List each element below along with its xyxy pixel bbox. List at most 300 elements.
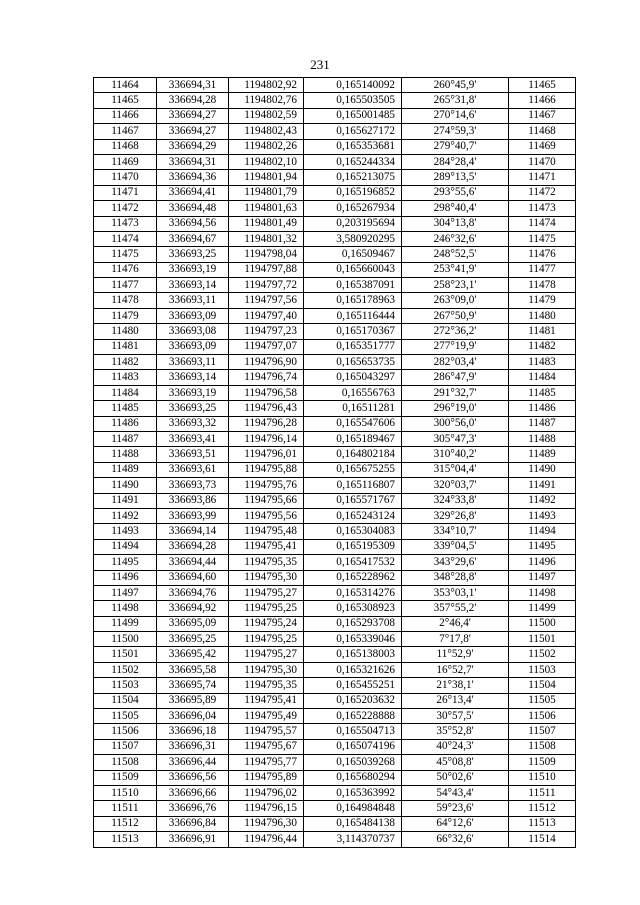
x-coordinate-cell: 336694,44 xyxy=(157,555,229,570)
y-coordinate-cell: 1194801,94 xyxy=(229,170,304,185)
x-coordinate-cell: 336694,31 xyxy=(157,78,229,93)
y-coordinate-cell: 1194796,30 xyxy=(229,816,304,831)
distance-cell: 0,165675255 xyxy=(304,462,402,477)
table-row xyxy=(94,385,576,400)
y-coordinate-cell: 1194795,25 xyxy=(229,632,304,647)
next-point-id-cell: 11497 xyxy=(509,570,576,585)
table-row xyxy=(94,170,576,185)
point-id-cell: 11471 xyxy=(94,185,157,200)
y-coordinate-cell: 1194797,56 xyxy=(229,293,304,308)
distance-cell: 0,165116807 xyxy=(304,478,402,493)
table-row xyxy=(94,93,576,108)
bearing-cell: 2°46,4' xyxy=(402,616,509,631)
bearing-cell: 265°31,8' xyxy=(402,93,509,108)
x-coordinate-cell: 336694,56 xyxy=(157,216,229,231)
distance-cell: 0,165417532 xyxy=(304,555,402,570)
y-coordinate-cell: 1194802,59 xyxy=(229,108,304,123)
bearing-cell: 253°41,9' xyxy=(402,262,509,277)
point-id-cell: 11506 xyxy=(94,724,157,739)
next-point-id-cell: 11468 xyxy=(509,124,576,139)
point-id-cell: 11511 xyxy=(94,801,157,816)
y-coordinate-cell: 1194795,30 xyxy=(229,570,304,585)
x-coordinate-cell: 336695,09 xyxy=(157,616,229,631)
point-id-cell: 11512 xyxy=(94,816,157,831)
distance-cell: 0,203195694 xyxy=(304,216,402,231)
x-coordinate-cell: 336693,32 xyxy=(157,416,229,431)
point-id-cell: 11483 xyxy=(94,370,157,385)
bearing-cell: 315°04,4' xyxy=(402,462,509,477)
table-row xyxy=(94,431,576,446)
y-coordinate-cell: 1194801,49 xyxy=(229,216,304,231)
distance-cell: 0,165304083 xyxy=(304,524,402,539)
x-coordinate-cell: 336695,74 xyxy=(157,678,229,693)
distance-cell: 0,165504713 xyxy=(304,724,402,739)
bearing-cell: 45°08,8' xyxy=(402,755,509,770)
bearing-cell: 50°02,6' xyxy=(402,770,509,785)
table-row xyxy=(94,570,576,585)
table-row xyxy=(94,278,576,293)
next-point-id-cell: 11471 xyxy=(509,170,576,185)
bearing-cell: 298°40,4' xyxy=(402,201,509,216)
distance-cell: 0,165267934 xyxy=(304,201,402,216)
next-point-id-cell: 11465 xyxy=(509,78,576,93)
next-point-id-cell: 11481 xyxy=(509,324,576,339)
point-id-cell: 11493 xyxy=(94,524,157,539)
table-row xyxy=(94,709,576,724)
point-id-cell: 11502 xyxy=(94,662,157,677)
point-id-cell: 11496 xyxy=(94,570,157,585)
table-body xyxy=(94,78,576,848)
x-coordinate-cell: 336695,25 xyxy=(157,632,229,647)
bearing-cell: 279°40,7' xyxy=(402,139,509,154)
next-point-id-cell: 11477 xyxy=(509,262,576,277)
distance-cell: 0,165213075 xyxy=(304,170,402,185)
point-id-cell: 11469 xyxy=(94,154,157,169)
distance-cell: 0,165178963 xyxy=(304,293,402,308)
point-id-cell: 11476 xyxy=(94,262,157,277)
point-id-cell: 11487 xyxy=(94,431,157,446)
point-id-cell: 11484 xyxy=(94,385,157,400)
y-coordinate-cell: 1194797,88 xyxy=(229,262,304,277)
bearing-cell: 343°29,6' xyxy=(402,555,509,570)
y-coordinate-cell: 1194802,43 xyxy=(229,124,304,139)
y-coordinate-cell: 1194796,15 xyxy=(229,801,304,816)
y-coordinate-cell: 1194796,43 xyxy=(229,401,304,416)
point-id-cell: 11472 xyxy=(94,201,157,216)
y-coordinate-cell: 1194795,27 xyxy=(229,585,304,600)
table-row xyxy=(94,832,576,847)
bearing-cell: 274°59,3' xyxy=(402,124,509,139)
table-row xyxy=(94,785,576,800)
y-coordinate-cell: 1194796,90 xyxy=(229,355,304,370)
next-point-id-cell: 11499 xyxy=(509,601,576,616)
point-id-cell: 11505 xyxy=(94,709,157,724)
table-row xyxy=(94,739,576,754)
table-row xyxy=(94,601,576,616)
point-id-cell: 11495 xyxy=(94,555,157,570)
table-row xyxy=(94,493,576,508)
point-id-cell: 11480 xyxy=(94,324,157,339)
next-point-id-cell: 11502 xyxy=(509,647,576,662)
table-row xyxy=(94,508,576,523)
next-point-id-cell: 11478 xyxy=(509,278,576,293)
distance-cell: 0,165243124 xyxy=(304,508,402,523)
distance-cell: 3,114370737 xyxy=(304,832,402,847)
x-coordinate-cell: 336694,27 xyxy=(157,124,229,139)
next-point-id-cell: 11505 xyxy=(509,693,576,708)
y-coordinate-cell: 1194795,41 xyxy=(229,539,304,554)
y-coordinate-cell: 1194797,07 xyxy=(229,339,304,354)
x-coordinate-cell: 336693,08 xyxy=(157,324,229,339)
x-coordinate-cell: 336693,51 xyxy=(157,447,229,462)
point-id-cell: 11497 xyxy=(94,585,157,600)
next-point-id-cell: 11482 xyxy=(509,339,576,354)
bearing-cell: 11°52,9' xyxy=(402,647,509,662)
point-id-cell: 11508 xyxy=(94,755,157,770)
next-point-id-cell: 11508 xyxy=(509,739,576,754)
distance-cell: 0,165571767 xyxy=(304,493,402,508)
bearing-cell: 26°13,4' xyxy=(402,693,509,708)
table-row xyxy=(94,201,576,216)
x-coordinate-cell: 336696,56 xyxy=(157,770,229,785)
page-number: 231 xyxy=(310,57,330,72)
bearing-cell: 267°50,9' xyxy=(402,308,509,323)
table-row xyxy=(94,262,576,277)
y-coordinate-cell: 1194802,92 xyxy=(229,78,304,93)
table-row xyxy=(94,247,576,262)
y-coordinate-cell: 1194802,26 xyxy=(229,139,304,154)
next-point-id-cell: 11507 xyxy=(509,724,576,739)
bearing-cell: 248°52,5' xyxy=(402,247,509,262)
y-coordinate-cell: 1194795,56 xyxy=(229,508,304,523)
y-coordinate-cell: 1194796,01 xyxy=(229,447,304,462)
next-point-id-cell: 11513 xyxy=(509,816,576,831)
y-coordinate-cell: 1194795,25 xyxy=(229,601,304,616)
y-coordinate-cell: 1194802,76 xyxy=(229,93,304,108)
next-point-id-cell: 11473 xyxy=(509,201,576,216)
bearing-cell: 357°55,2' xyxy=(402,601,509,616)
x-coordinate-cell: 336693,09 xyxy=(157,339,229,354)
bearing-cell: 300°56,0' xyxy=(402,416,509,431)
x-coordinate-cell: 336693,99 xyxy=(157,508,229,523)
bearing-cell: 329°26,8' xyxy=(402,508,509,523)
x-coordinate-cell: 336696,31 xyxy=(157,739,229,754)
table-row xyxy=(94,478,576,493)
table-row xyxy=(94,585,576,600)
table-row xyxy=(94,108,576,123)
point-id-cell: 11478 xyxy=(94,293,157,308)
point-id-cell: 11490 xyxy=(94,478,157,493)
next-point-id-cell: 11500 xyxy=(509,616,576,631)
point-id-cell: 11510 xyxy=(94,785,157,800)
table-row xyxy=(94,139,576,154)
y-coordinate-cell: 1194797,23 xyxy=(229,324,304,339)
y-coordinate-cell: 1194802,10 xyxy=(229,154,304,169)
point-id-cell: 11485 xyxy=(94,401,157,416)
distance-cell: 0,165314276 xyxy=(304,585,402,600)
point-id-cell: 11475 xyxy=(94,247,157,262)
bearing-cell: 260°45,9' xyxy=(402,78,509,93)
distance-cell: 0,16511281 xyxy=(304,401,402,416)
y-coordinate-cell: 1194795,35 xyxy=(229,678,304,693)
x-coordinate-cell: 336696,44 xyxy=(157,755,229,770)
next-point-id-cell: 11509 xyxy=(509,755,576,770)
x-coordinate-cell: 336696,91 xyxy=(157,832,229,847)
table-row xyxy=(94,462,576,477)
bearing-cell: 64°12,6' xyxy=(402,816,509,831)
x-coordinate-cell: 336696,18 xyxy=(157,724,229,739)
x-coordinate-cell: 336694,76 xyxy=(157,585,229,600)
distance-cell: 0,164802184 xyxy=(304,447,402,462)
bearing-cell: 348°28,8' xyxy=(402,570,509,585)
x-coordinate-cell: 336694,60 xyxy=(157,570,229,585)
x-coordinate-cell: 336693,25 xyxy=(157,247,229,262)
point-id-cell: 11500 xyxy=(94,632,157,647)
bearing-cell: 291°32,7' xyxy=(402,385,509,400)
y-coordinate-cell: 1194795,57 xyxy=(229,724,304,739)
next-point-id-cell: 11503 xyxy=(509,662,576,677)
y-coordinate-cell: 1194795,76 xyxy=(229,478,304,493)
distance-cell: 0,165043297 xyxy=(304,370,402,385)
distance-cell: 0,16556763 xyxy=(304,385,402,400)
next-point-id-cell: 11492 xyxy=(509,493,576,508)
next-point-id-cell: 11504 xyxy=(509,678,576,693)
bearing-cell: 59°23,6' xyxy=(402,801,509,816)
bearing-cell: 334°10,7' xyxy=(402,524,509,539)
bearing-cell: 310°40,2' xyxy=(402,447,509,462)
next-point-id-cell: 11487 xyxy=(509,416,576,431)
next-point-id-cell: 11511 xyxy=(509,785,576,800)
x-coordinate-cell: 336696,66 xyxy=(157,785,229,800)
y-coordinate-cell: 1194795,67 xyxy=(229,739,304,754)
table-row xyxy=(94,308,576,323)
table-row xyxy=(94,724,576,739)
y-coordinate-cell: 1194797,40 xyxy=(229,308,304,323)
x-coordinate-cell: 336695,58 xyxy=(157,662,229,677)
table-row xyxy=(94,555,576,570)
point-id-cell: 11477 xyxy=(94,278,157,293)
x-coordinate-cell: 336696,76 xyxy=(157,801,229,816)
table-row xyxy=(94,524,576,539)
table-row xyxy=(94,370,576,385)
point-id-cell: 11470 xyxy=(94,170,157,185)
point-id-cell: 11489 xyxy=(94,462,157,477)
y-coordinate-cell: 1194796,74 xyxy=(229,370,304,385)
table-row xyxy=(94,416,576,431)
next-point-id-cell: 11494 xyxy=(509,524,576,539)
x-coordinate-cell: 336694,14 xyxy=(157,524,229,539)
point-id-cell: 11482 xyxy=(94,355,157,370)
table-row xyxy=(94,693,576,708)
x-coordinate-cell: 336694,28 xyxy=(157,539,229,554)
distance-cell: 0,165455251 xyxy=(304,678,402,693)
point-id-cell: 11507 xyxy=(94,739,157,754)
x-coordinate-cell: 336696,04 xyxy=(157,709,229,724)
next-point-id-cell: 11480 xyxy=(509,308,576,323)
bearing-cell: 263°09,0' xyxy=(402,293,509,308)
next-point-id-cell: 11469 xyxy=(509,139,576,154)
next-point-id-cell: 11472 xyxy=(509,185,576,200)
next-point-id-cell: 11514 xyxy=(509,832,576,847)
distance-cell: 0,165196852 xyxy=(304,185,402,200)
next-point-id-cell: 11485 xyxy=(509,385,576,400)
table-row xyxy=(94,447,576,462)
next-point-id-cell: 11512 xyxy=(509,801,576,816)
table-row xyxy=(94,324,576,339)
point-id-cell: 11491 xyxy=(94,493,157,508)
next-point-id-cell: 11466 xyxy=(509,93,576,108)
distance-cell: 0,165653735 xyxy=(304,355,402,370)
distance-cell: 0,165503505 xyxy=(304,93,402,108)
x-coordinate-cell: 336693,73 xyxy=(157,478,229,493)
table-row xyxy=(94,539,576,554)
distance-cell: 0,165116444 xyxy=(304,308,402,323)
table-row xyxy=(94,78,576,93)
x-coordinate-cell: 336694,27 xyxy=(157,108,229,123)
point-id-cell: 11481 xyxy=(94,339,157,354)
next-point-id-cell: 11490 xyxy=(509,462,576,477)
bearing-cell: 21°38,1' xyxy=(402,678,509,693)
bearing-cell: 246°32,6' xyxy=(402,231,509,246)
next-point-id-cell: 11489 xyxy=(509,447,576,462)
distance-cell: 0,165660043 xyxy=(304,262,402,277)
distance-cell: 0,165039268 xyxy=(304,755,402,770)
table-row xyxy=(94,632,576,647)
y-coordinate-cell: 1194795,49 xyxy=(229,709,304,724)
table-row xyxy=(94,662,576,677)
y-coordinate-cell: 1194795,66 xyxy=(229,493,304,508)
table-row xyxy=(94,647,576,662)
distance-cell: 0,165228888 xyxy=(304,709,402,724)
point-id-cell: 11499 xyxy=(94,616,157,631)
distance-cell: 3,580920295 xyxy=(304,231,402,246)
distance-cell: 0,165339046 xyxy=(304,632,402,647)
bearing-cell: 304°13,8' xyxy=(402,216,509,231)
bearing-cell: 277°19,9' xyxy=(402,339,509,354)
distance-cell: 0,165353681 xyxy=(304,139,402,154)
point-id-cell: 11503 xyxy=(94,678,157,693)
y-coordinate-cell: 1194797,72 xyxy=(229,278,304,293)
bearing-cell: 270°14,6' xyxy=(402,108,509,123)
x-coordinate-cell: 336693,25 xyxy=(157,401,229,416)
next-point-id-cell: 11493 xyxy=(509,508,576,523)
next-point-id-cell: 11495 xyxy=(509,539,576,554)
next-point-id-cell: 11483 xyxy=(509,355,576,370)
y-coordinate-cell: 1194796,28 xyxy=(229,416,304,431)
x-coordinate-cell: 336693,11 xyxy=(157,355,229,370)
bearing-cell: 353°03,1' xyxy=(402,585,509,600)
distance-cell: 0,165547606 xyxy=(304,416,402,431)
point-id-cell: 11486 xyxy=(94,416,157,431)
distance-cell: 0,164984848 xyxy=(304,801,402,816)
bearing-cell: 16°52,7' xyxy=(402,662,509,677)
bearing-cell: 293°55,6' xyxy=(402,185,509,200)
point-id-cell: 11466 xyxy=(94,108,157,123)
x-coordinate-cell: 336693,19 xyxy=(157,385,229,400)
table-row xyxy=(94,801,576,816)
bearing-cell: 296°19,0' xyxy=(402,401,509,416)
next-point-id-cell: 11491 xyxy=(509,478,576,493)
next-point-id-cell: 11498 xyxy=(509,585,576,600)
distance-cell: 0,165351777 xyxy=(304,339,402,354)
y-coordinate-cell: 1194795,89 xyxy=(229,770,304,785)
next-point-id-cell: 11467 xyxy=(509,108,576,123)
bearing-cell: 284°28,4' xyxy=(402,154,509,169)
bearing-cell: 7°17,8' xyxy=(402,632,509,647)
y-coordinate-cell: 1194795,88 xyxy=(229,462,304,477)
table-row xyxy=(94,770,576,785)
point-id-cell: 11479 xyxy=(94,308,157,323)
bearing-cell: 272°36,2' xyxy=(402,324,509,339)
distance-cell: 0,165001485 xyxy=(304,108,402,123)
distance-cell: 0,165228962 xyxy=(304,570,402,585)
table-row xyxy=(94,293,576,308)
x-coordinate-cell: 336694,31 xyxy=(157,154,229,169)
next-point-id-cell: 11476 xyxy=(509,247,576,262)
table-row xyxy=(94,401,576,416)
point-id-cell: 11465 xyxy=(94,93,157,108)
next-point-id-cell: 11474 xyxy=(509,216,576,231)
bearing-cell: 305°47,3' xyxy=(402,431,509,446)
distance-cell: 0,165321626 xyxy=(304,662,402,677)
bearing-cell: 324°33,8' xyxy=(402,493,509,508)
y-coordinate-cell: 1194796,02 xyxy=(229,785,304,800)
distance-cell: 0,165680294 xyxy=(304,770,402,785)
table-row xyxy=(94,355,576,370)
next-point-id-cell: 11484 xyxy=(509,370,576,385)
distance-cell: 0,165170367 xyxy=(304,324,402,339)
next-point-id-cell: 11479 xyxy=(509,293,576,308)
x-coordinate-cell: 336696,84 xyxy=(157,816,229,831)
distance-cell: 0,165195309 xyxy=(304,539,402,554)
bearing-cell: 54°43,4' xyxy=(402,785,509,800)
y-coordinate-cell: 1194796,14 xyxy=(229,431,304,446)
point-id-cell: 11492 xyxy=(94,508,157,523)
distance-cell: 0,165244334 xyxy=(304,154,402,169)
distance-cell: 0,165293708 xyxy=(304,616,402,631)
table-row xyxy=(94,231,576,246)
y-coordinate-cell: 1194795,35 xyxy=(229,555,304,570)
x-coordinate-cell: 336694,41 xyxy=(157,185,229,200)
y-coordinate-cell: 1194795,30 xyxy=(229,662,304,677)
x-coordinate-cell: 336693,86 xyxy=(157,493,229,508)
distance-cell: 0,165138003 xyxy=(304,647,402,662)
bearing-cell: 282°03,4' xyxy=(402,355,509,370)
bearing-cell: 320°03,7' xyxy=(402,478,509,493)
x-coordinate-cell: 336693,14 xyxy=(157,278,229,293)
table-row xyxy=(94,339,576,354)
bearing-cell: 258°23,1' xyxy=(402,278,509,293)
table-row xyxy=(94,755,576,770)
y-coordinate-cell: 1194801,32 xyxy=(229,231,304,246)
x-coordinate-cell: 336694,36 xyxy=(157,170,229,185)
next-point-id-cell: 11510 xyxy=(509,770,576,785)
distance-cell: 0,165189467 xyxy=(304,431,402,446)
distance-cell: 0,165140092 xyxy=(304,78,402,93)
next-point-id-cell: 11501 xyxy=(509,632,576,647)
point-id-cell: 11464 xyxy=(94,78,157,93)
table-row xyxy=(94,154,576,169)
point-id-cell: 11501 xyxy=(94,647,157,662)
y-coordinate-cell: 1194795,41 xyxy=(229,693,304,708)
distance-cell: 0,165387091 xyxy=(304,278,402,293)
y-coordinate-cell: 1194795,27 xyxy=(229,647,304,662)
distance-cell: 0,165627172 xyxy=(304,124,402,139)
table-row xyxy=(94,616,576,631)
bearing-cell: 30°57,5' xyxy=(402,709,509,724)
x-coordinate-cell: 336694,29 xyxy=(157,139,229,154)
table-row xyxy=(94,124,576,139)
